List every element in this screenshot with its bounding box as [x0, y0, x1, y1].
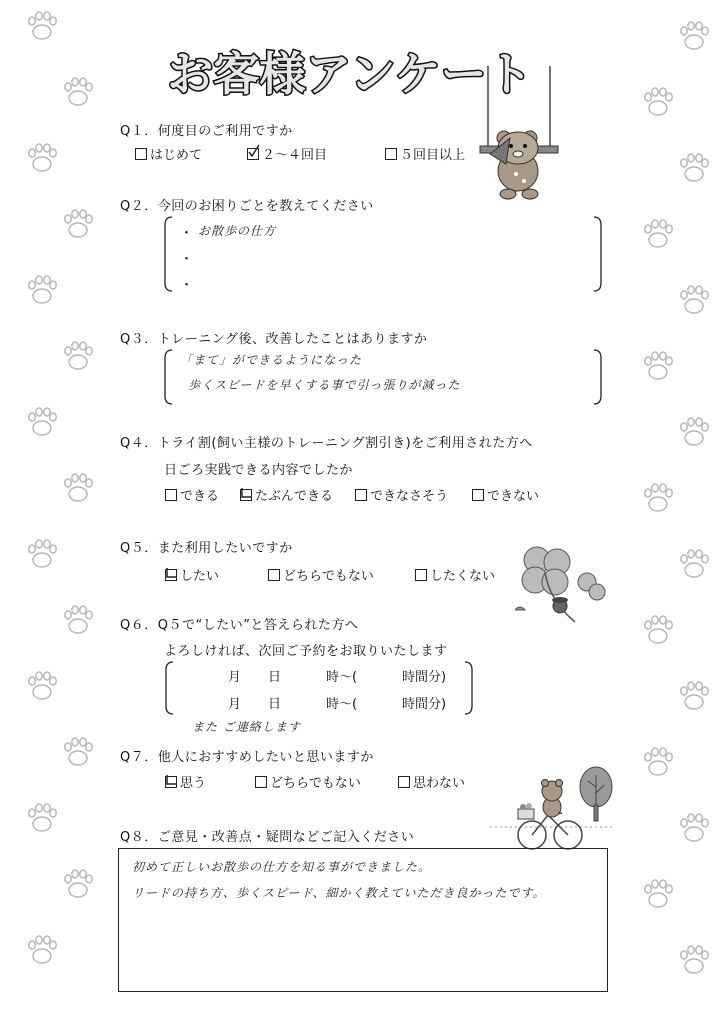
paw-print-icon	[676, 810, 712, 846]
q4-option-unlikely[interactable]: できなさそう	[355, 485, 448, 504]
q4-question-line-2: 日ごろ実践できる内容でしたか	[164, 463, 354, 478]
q8-handwritten-line-2: リードの持ち方、歩くスピード、細かく教えていただき良かったです。	[132, 886, 546, 900]
time-field[interactable]: 時～(	[326, 697, 358, 712]
q2-bullet-1: ・	[180, 226, 194, 241]
q3-question: Q３．トレーニング後、改善したことはありますか	[120, 332, 428, 347]
checkbox-checked[interactable]	[165, 776, 177, 788]
paw-print-icon	[640, 744, 676, 780]
q6-handwritten-note: また ご連絡します	[192, 720, 301, 734]
q5-question: Q５．また利用したいですか	[120, 541, 293, 556]
q5-option-yes[interactable]: したい	[165, 565, 219, 584]
q4-option-probably[interactable]: たぶんできる	[240, 485, 333, 504]
day-field[interactable]: 日	[268, 670, 282, 685]
paw-print-icon	[676, 942, 712, 978]
paw-print-icon	[60, 74, 96, 110]
q5-option-no[interactable]: したくない	[415, 565, 495, 584]
bear-on-swing-icon	[478, 66, 568, 226]
q5-option-neutral[interactable]: どちらでもない	[268, 565, 374, 584]
q2-handwritten-answer: お散歩の仕方	[198, 224, 277, 238]
checkbox-checked[interactable]	[165, 569, 177, 581]
paw-print-icon	[24, 404, 60, 440]
paw-print-icon	[640, 612, 676, 648]
month-field[interactable]: 月	[228, 670, 242, 685]
q6-question-line-2: よろしければ、次回ご予約をお取りいたします	[164, 644, 448, 659]
duration-field[interactable]: 時間分)	[402, 697, 447, 712]
q4-question-line-1: Q４．トライ割(飼い主様のトレーニング割引き)をご利用された方へ	[120, 436, 533, 451]
checkbox[interactable]	[415, 569, 427, 581]
q7-option-neutral[interactable]: どちらでもない	[255, 772, 361, 791]
paw-print-icon	[640, 876, 676, 912]
q4-option-can[interactable]: できる	[165, 485, 219, 504]
time-field[interactable]: 時～(	[326, 670, 358, 685]
paw-print-icon	[640, 216, 676, 252]
q3-handwritten-line-2: 歩くスピードを早くする事で引っ張りが減った	[188, 378, 461, 392]
checkbox-checked[interactable]	[240, 489, 252, 501]
q2-question: Q２．今回のお困りごとを教えてください	[120, 199, 374, 214]
day-field[interactable]: 日	[268, 697, 282, 712]
checkbox[interactable]	[398, 776, 410, 788]
checkbox[interactable]	[135, 148, 147, 160]
paw-print-icon	[60, 470, 96, 506]
check-mark-icon	[247, 144, 261, 158]
paw-print-icon	[676, 150, 712, 186]
paw-print-icon	[640, 84, 676, 120]
checkbox[interactable]	[355, 489, 367, 501]
paw-print-icon	[24, 668, 60, 704]
q8-handwritten-line-1: 初めて正しいお散歩の仕方を知る事ができました。	[132, 860, 432, 874]
q1-question: Q１．何度目のご利用ですか	[120, 124, 293, 139]
check-mark-icon	[165, 565, 179, 579]
paw-print-icon	[24, 140, 60, 176]
paw-print-icon	[60, 206, 96, 242]
paw-print-icon	[60, 734, 96, 770]
q3-handwritten-line-1: 「まて」ができるようになった	[180, 353, 363, 367]
checkbox[interactable]	[268, 569, 280, 581]
check-mark-icon	[240, 485, 254, 499]
paw-print-icon	[640, 480, 676, 516]
paw-print-icon	[24, 932, 60, 968]
duration-field[interactable]: 時間分)	[402, 670, 447, 685]
paw-print-icon	[60, 602, 96, 638]
tree-icon	[576, 765, 616, 825]
q7-question: Q７．他人におすすめしたいと思いますか	[120, 750, 374, 765]
q7-option-yes[interactable]: 思う	[165, 772, 206, 791]
clover-icon	[515, 540, 610, 640]
q6-question-line-1: Q６．Q５で“したい”と答えられた方へ	[120, 618, 359, 633]
paw-print-icon	[640, 348, 676, 384]
q1-option-first[interactable]: はじめて	[135, 144, 202, 163]
paw-print-icon	[24, 800, 60, 836]
checkbox[interactable]	[165, 489, 177, 501]
q2-bullet-3: ・	[180, 278, 194, 293]
paw-print-icon	[676, 546, 712, 582]
q7-option-no[interactable]: 思わない	[398, 772, 465, 791]
paw-print-icon	[60, 338, 96, 374]
q1-option-5plus[interactable]: ５回目以上	[385, 144, 465, 163]
paw-print-icon	[24, 536, 60, 572]
q1-option-2-4[interactable]: ２～４回目	[247, 144, 327, 163]
q2-bullet-2: ・	[180, 252, 194, 267]
paw-print-icon	[24, 272, 60, 308]
paw-print-icon	[60, 866, 96, 902]
checkbox[interactable]	[472, 489, 484, 501]
paw-print-icon	[676, 18, 712, 54]
paw-print-icon	[24, 8, 60, 44]
q8-question: Q８．ご意見・改善点・疑問などご記入ください	[120, 830, 415, 845]
paw-print-icon	[676, 414, 712, 450]
check-mark-icon	[165, 772, 179, 786]
paw-print-icon	[676, 678, 712, 714]
checkbox-checked[interactable]	[247, 148, 259, 160]
q4-option-cannot[interactable]: できない	[472, 485, 539, 504]
checkbox[interactable]	[385, 148, 397, 160]
paw-print-icon	[676, 282, 712, 318]
month-field[interactable]: 月	[228, 697, 242, 712]
checkbox[interactable]	[255, 776, 267, 788]
title-text: お客様アンケート	[167, 47, 533, 101]
